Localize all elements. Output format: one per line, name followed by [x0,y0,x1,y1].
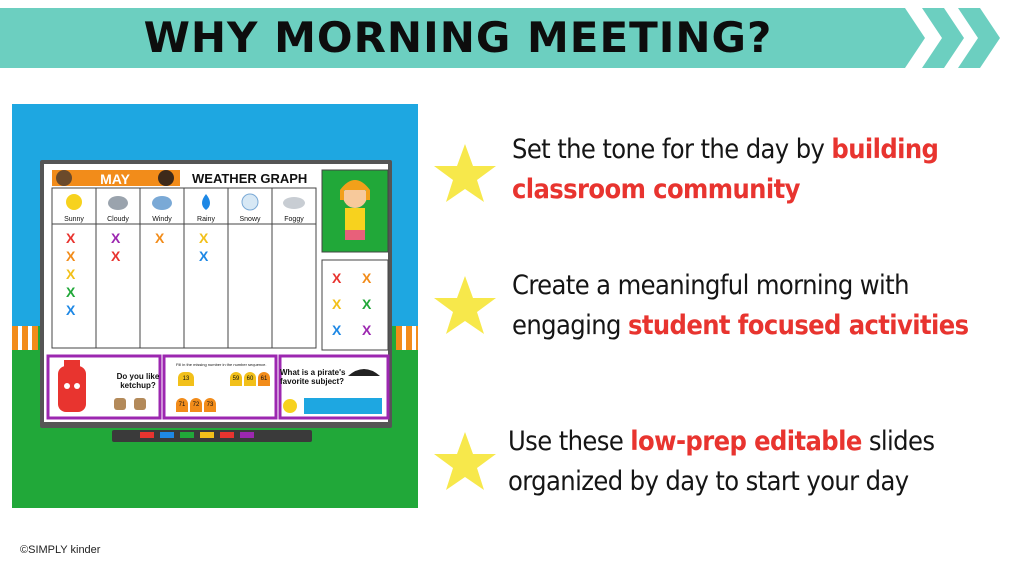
tally-mark: X [66,284,76,300]
number-tile: 59 [230,372,242,386]
month-label: MAY [100,171,130,187]
number-tile: 72 [190,398,202,412]
tally-mark: X [111,230,121,246]
tally-mark: X [332,270,342,286]
snowy-icon [242,194,258,210]
bullet-text-2: Create a meaningful morning with engaging student focused activities [512,270,969,341]
number-tile: 71 [176,398,188,412]
thumbs-up-icon [114,398,126,410]
windy-icon [152,196,172,210]
weather-label-cloudy: Cloudy [107,216,129,223]
smiley-icon [283,399,297,413]
title-banner [0,8,1000,68]
tally-mark: X [199,230,209,246]
bullet-item-2 [430,266,1020,366]
copyright-logo: ©SIMPLY kinder [20,544,101,556]
smartboard-preview-image [12,104,418,508]
cloudy-icon [108,196,128,210]
tally-mark: X [332,322,342,338]
star-icon [430,428,500,498]
bullet-text-1: Set the tone for the day by building classroom community [512,134,939,205]
weather-label-sunny: Sunny [64,216,84,223]
bullet-item-3 [430,422,1020,522]
weather-label-windy: Windy [152,216,172,223]
bullet-text-3: Use these low-prep editable slides organized by day to start your day [508,426,935,497]
tally-mark: X [199,248,209,264]
tally-mark: X [111,248,121,264]
tally-mark: X [66,248,76,264]
number-sequence-instruction: Fill in the missing number in the number sequence. [176,362,267,367]
tally-mark: X [362,270,372,286]
weather-label-foggy: Foggy [284,216,304,223]
tally-mark: X [362,296,372,312]
foggy-icon [283,197,305,209]
thumbs-down-icon [134,398,146,410]
tally-mark: X [332,296,342,312]
bullet-item-1 [430,130,1020,230]
pirate-question: What is a pirate's favorite subject? [280,368,346,386]
weather-graph-title: WEATHER GRAPH [192,171,308,186]
ketchup-question: Do you like ketchup? [116,372,160,390]
page-title: WHY MORNING MEETING? [143,13,773,62]
number-tile: 61 [258,372,270,386]
weather-label-rainy: Rainy [197,216,215,223]
tally-mark: X [66,266,76,282]
sunny-icon [66,194,82,210]
weather-label-snowy: Snowy [239,216,261,223]
star-icon [430,140,500,210]
tally-mark: X [66,302,76,318]
star-icon [430,272,500,342]
tally-mark: X [66,230,76,246]
tally-mark: X [155,230,165,246]
number-tile: 73 [204,398,216,412]
tally-mark: X [362,322,372,338]
number-tile: 13 [178,372,194,386]
number-tile: 60 [244,372,256,386]
ketchup-bottle-icon [58,366,86,412]
